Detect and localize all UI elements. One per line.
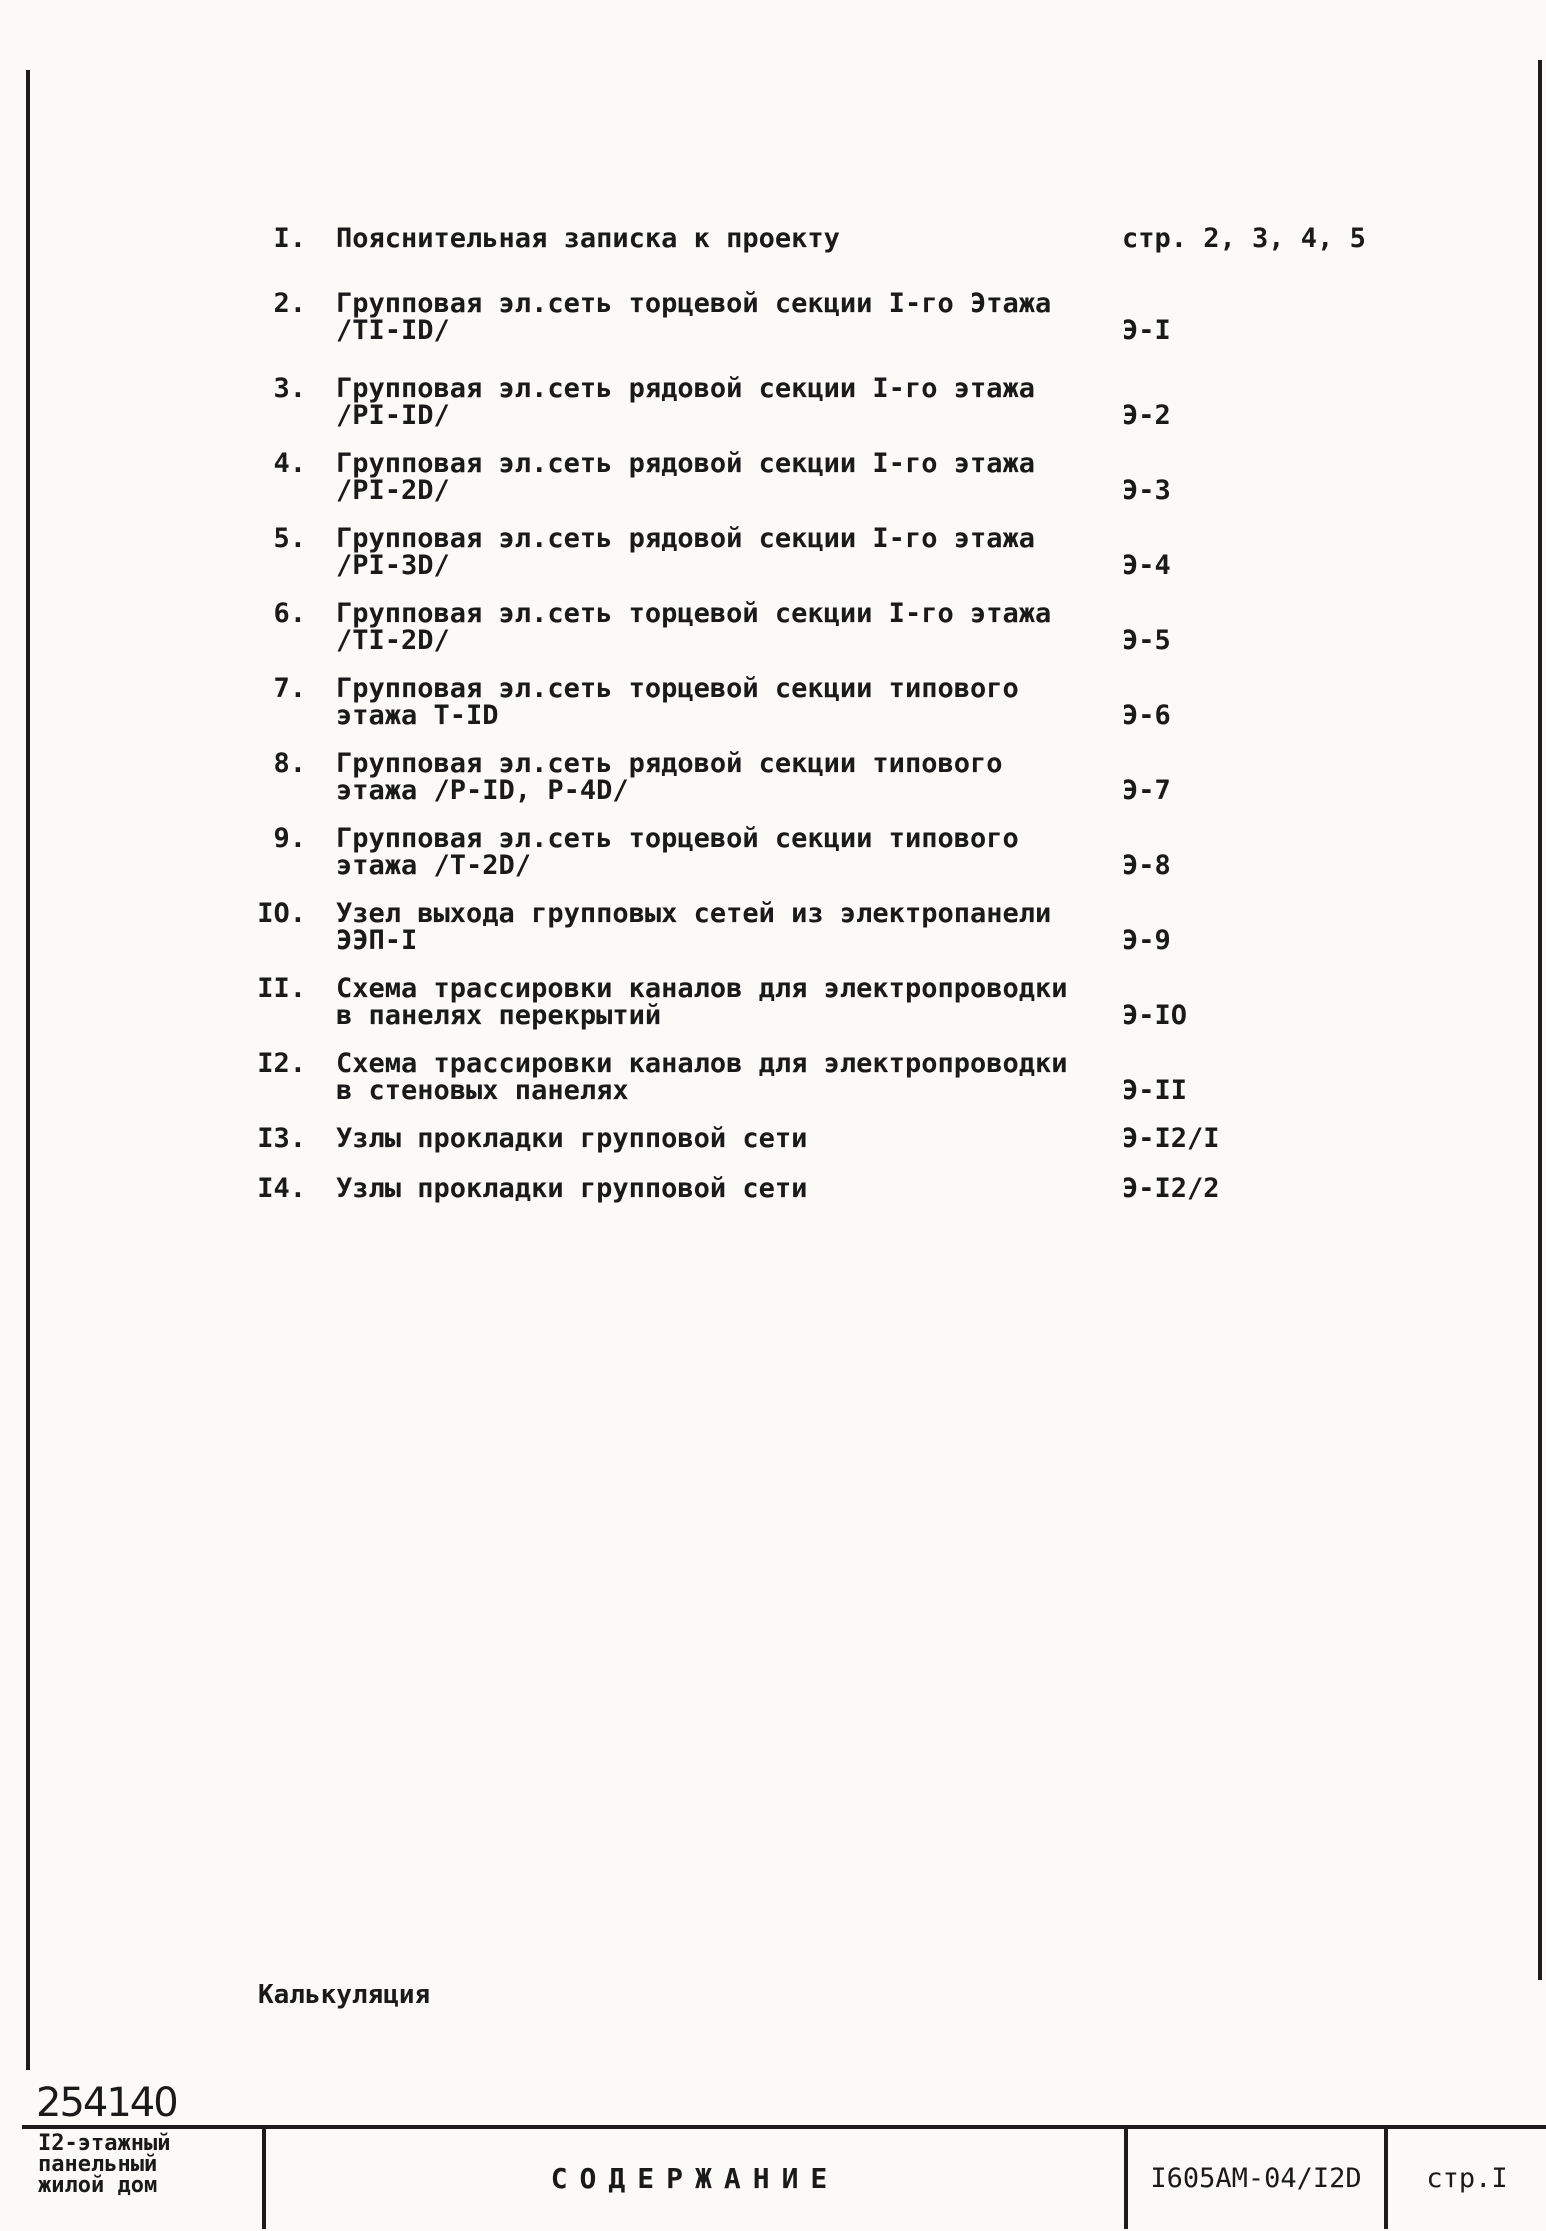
toc-item-title-line: Схема трассировки каналов для электропроводки [336, 973, 1068, 1004]
toc-item-title [336, 1175, 1096, 1202]
toc-item-sheet-ref: Э-7 [1122, 775, 1171, 806]
toc-item-title [336, 290, 1096, 344]
toc-item-title [336, 525, 1096, 579]
toc-item-title-line: ЭЭП-I [336, 925, 418, 956]
building-line: панельный [38, 2152, 158, 2177]
toc-item-title-line: Узлы прокладки групповой сети [336, 1123, 808, 1154]
building-line: I2-этажный [38, 2131, 171, 2156]
toc-item-number: 5. [273, 523, 306, 554]
toc-item-title [336, 750, 1096, 804]
toc-item-title [336, 825, 1096, 879]
toc-item-sheet-ref: Э-I2/2 [1122, 1173, 1220, 1204]
toc-item-number: 6. [273, 598, 306, 629]
toc-item-sheet-ref: Э-5 [1122, 625, 1171, 656]
toc-item-title-line: Групповая эл.сеть рядовой секции I-го этажа [336, 523, 1035, 554]
toc-item-sheet-ref: Э-IO [1122, 1000, 1188, 1031]
toc-item-sheet-ref: Э-9 [1122, 925, 1171, 956]
toc-item-title-line: Пояснительная записка к проекту [336, 223, 840, 254]
toc-item-number: I4. [257, 1173, 306, 1204]
toc-item-title-line: Групповая эл.сеть рядовой секции типового [336, 748, 1003, 779]
toc-item-title [336, 975, 1096, 1029]
toc-item-number: 9. [273, 823, 306, 854]
toc-item-title-line: Групповая эл.сеть торцевой секции типового [336, 823, 1019, 854]
toc-item-sheet-ref: Э-3 [1122, 475, 1171, 506]
toc-item-sheet-ref: Э-6 [1122, 700, 1171, 731]
toc-item-title [336, 450, 1096, 504]
title-block [22, 2125, 1546, 2229]
toc-item-title-line: Групповая эл.сеть торцевой секции типового [336, 673, 1019, 704]
toc-item-title-line: /PI-3D/ [336, 550, 450, 581]
toc-item-number: I2. [257, 1048, 306, 1079]
toc-item-number: 8. [273, 748, 306, 779]
toc-item-title-line: в панелях перекрытий [336, 1000, 662, 1031]
toc-item-number: 7. [273, 673, 306, 704]
page-number: стр.I [1384, 2129, 1546, 2229]
building-line: жилой дом [38, 2173, 158, 2198]
toc-item-title-line: Групповая эл.сеть рядовой секции I-го этажа [336, 448, 1035, 479]
toc-item-title-line: /TI-2D/ [336, 625, 450, 656]
toc-item-number: 2. [273, 288, 306, 319]
toc-item-title-line: Групповая эл.сеть торцевой секции I-го этажа [336, 598, 1052, 629]
toc-item-title [336, 675, 1096, 729]
toc-item-title-line: /PI-ID/ [336, 400, 450, 431]
toc-item-number: 3. [273, 373, 306, 404]
building-description [22, 2129, 262, 2229]
toc-item-title-line: этажа Т-ID [336, 700, 499, 731]
toc-item-number: I. [273, 223, 306, 254]
left-margin-line [26, 70, 30, 2070]
toc-item-sheet-ref: стр. 2, 3, 4, 5 [1122, 223, 1366, 254]
toc-item-title [336, 1125, 1096, 1152]
calculation-label: Калькуляция [258, 1980, 431, 2010]
right-margin-line [1538, 60, 1542, 1980]
toc-item-title-line: Схема трассировки каналов для электропроводки [336, 1048, 1068, 1079]
toc-item-title-line: Узлы прокладки групповой сети [336, 1173, 808, 1204]
toc-item-title [336, 375, 1096, 429]
toc-item-title-line: /PI-2D/ [336, 475, 450, 506]
toc-item-sheet-ref: Э-4 [1122, 550, 1171, 581]
toc-item-title-line: этажа /T-2D/ [336, 850, 532, 881]
toc-item-number: II. [257, 973, 306, 1004]
toc-item-title [336, 1050, 1096, 1104]
toc-item-title-line: Узел выхода групповых сетей из электропанели [336, 898, 1052, 929]
toc-item-number: IO. [257, 898, 306, 929]
toc-item-title-line: этажа /P-ID, P-4D/ [336, 775, 629, 806]
document-code: I605АМ-04/I2D [1124, 2129, 1384, 2229]
toc-item-title-line: Групповая эл.сеть торцевой секции I-го Этажа [336, 288, 1052, 319]
toc-item-title [336, 225, 1096, 252]
toc-item-sheet-ref: Э-I2/I [1122, 1123, 1220, 1154]
toc-item-title [336, 900, 1096, 954]
sheet-heading: СОДЕРЖАНИЕ [262, 2129, 1124, 2229]
toc-item-sheet-ref: Э-I [1122, 315, 1171, 346]
toc-item-sheet-ref: Э-2 [1122, 400, 1171, 431]
toc-item-sheet-ref: Э-8 [1122, 850, 1171, 881]
toc-item-title-line: в стеновых панелях [336, 1075, 629, 1106]
toc-item-sheet-ref: Э-II [1122, 1075, 1188, 1106]
toc-item-number: I3. [257, 1123, 306, 1154]
toc-item-number: 4. [273, 448, 306, 479]
toc-item-title-line: Групповая эл.сеть рядовой секции I-го этажа [336, 373, 1035, 404]
toc-item-title [336, 600, 1096, 654]
toc-item-title-line: /TI-ID/ [336, 315, 450, 346]
handwritten-number: 254140 [36, 2080, 177, 2126]
